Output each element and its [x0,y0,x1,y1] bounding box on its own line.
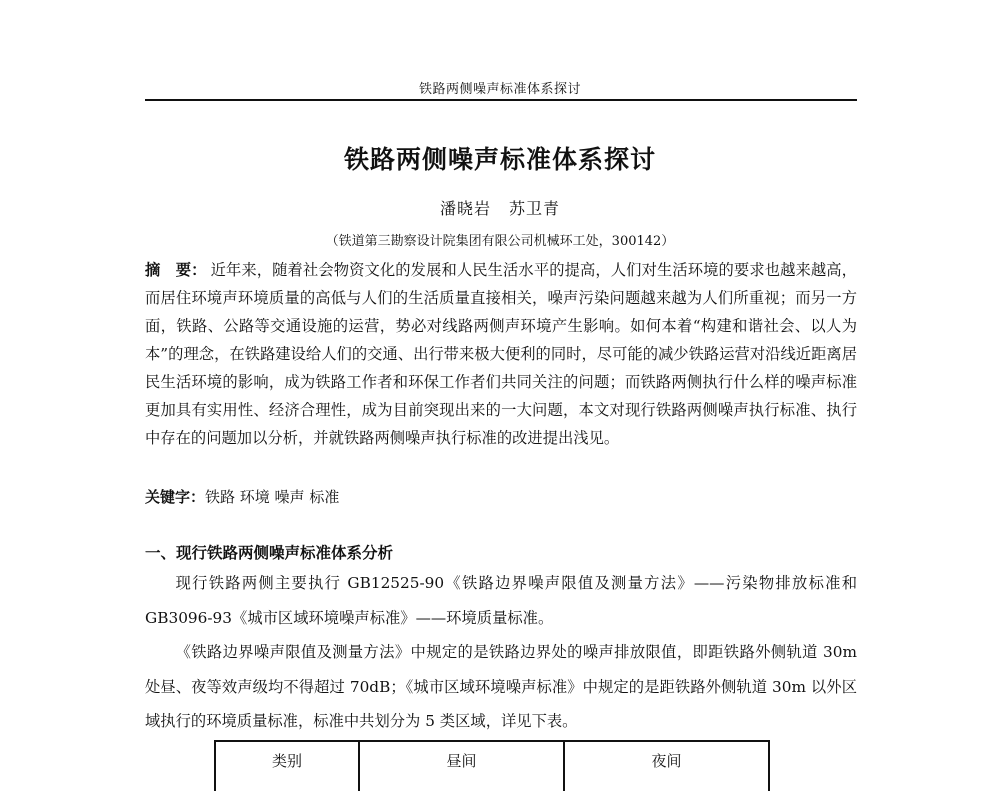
running-header: 铁路两侧噪声标准体系探讨 [418,82,581,97]
keywords-label: 关键字： [145,488,206,506]
table-header-cell: 类别 [215,741,359,791]
paragraph: 《铁路边界噪声限值及测量方法》中规定的是铁路边界处的噪声排放限值，即距铁路外侧轨道 30m 处昼、夜等效声级均不得超过 70dB；《城市区域环境噪声标准》中规定的是距铁路外侧轨道 30m 以外区域执行的环境质量标准，标准中共划分为 5 类区域，详见下表。 [145,643,857,730]
abstract-text: 近年来，随着社会物资文化的发展和人民生活水平的提高，人们对生活环境的要求也越来越高，而居住环境声环境质量的高低与人们的生活质量直接相关，噪声污染问题越来越为人们所重视；而另一方面，铁路、公路等交通设施的运营，势必对线路两侧声环境产生影响。如何本着“构建和谐社会、以人为本”的理念，在铁路建设给人们的交通、出行带来极大便利的同时，尽可能的减少铁路运营对沿线近距离居民生活环境的影响，成为铁路工作者和环保工作者们共同关注的问题；而铁路两侧执行什么样的噪声标准更加具有实用性、经济合理性，成为目前突现出来的一大问题，本文对现行铁路两侧噪声执行标准、执行中存在的问题加以分析，并就铁路两侧噪声执行标准的改进提出浅见。 [145,261,857,447]
author-name: 苏卫青 [509,199,561,218]
keywords [145,486,857,507]
zone-table [214,740,770,780]
keywords-text: 铁路 环境 噪声 标准 [205,488,340,506]
table-header-cell: 夜间 [564,741,769,791]
affiliation: （铁道第三勘察设计院集团有限公司机械环工处，300142） [325,234,675,249]
authors [145,196,855,219]
author-name: 潘晓岩 [439,199,491,218]
article-title: 铁路两侧噪声标准体系探讨 [343,145,656,174]
abstract-label: 摘 要： [145,261,207,279]
table-header-cell: 昼间 [359,741,564,791]
paragraph: 现行铁路两侧主要执行 GB12525-90《铁路边界噪声限值及测量方法》——污染物排放标准和 GB3096-93《城市区域环境噪声标准》——环境质量标准。 [145,574,857,627]
table-header-row [215,741,769,791]
body-text [145,566,857,739]
abstract [145,256,857,452]
header-rule [145,99,857,101]
section-heading: 一、现行铁路两侧噪声标准体系分析 [145,543,394,562]
